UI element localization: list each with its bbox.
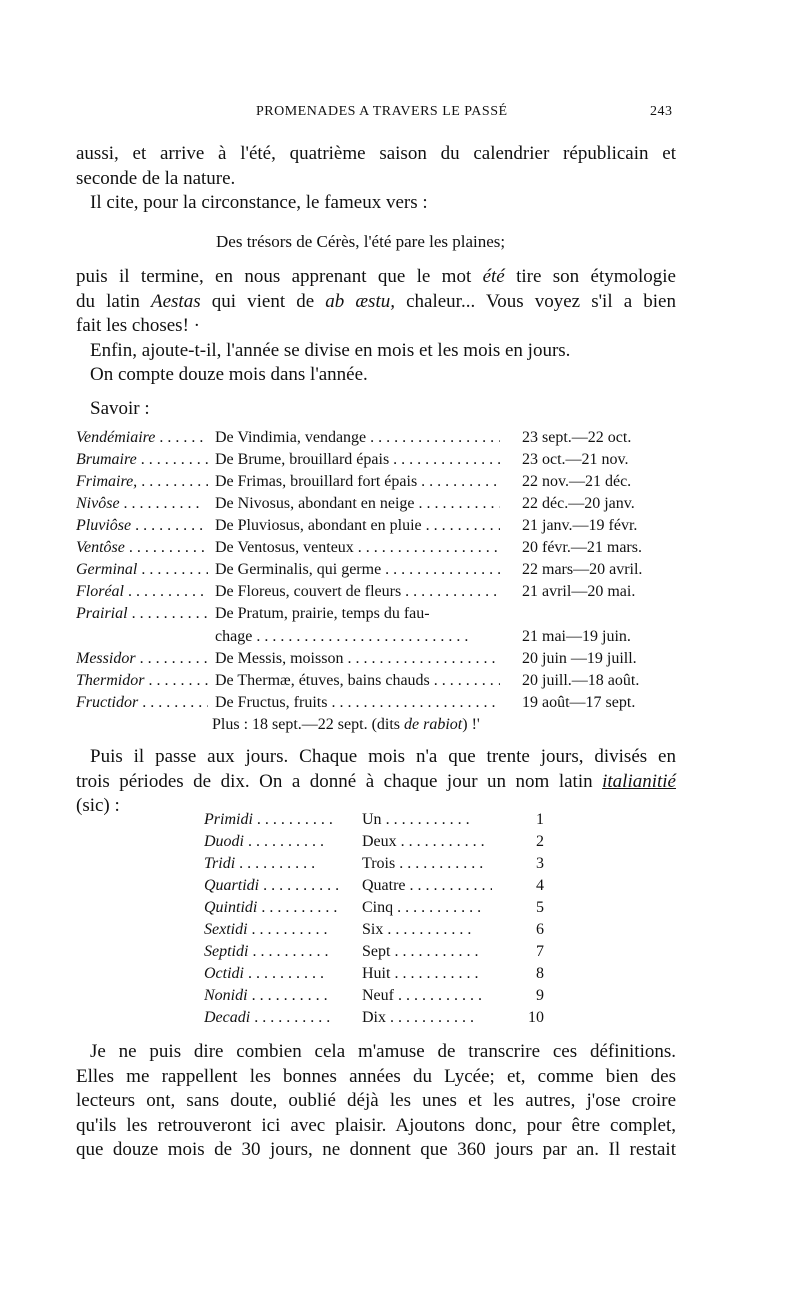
month-name: Frimaire, . . . (76, 473, 208, 491)
page-number: 243 (650, 104, 673, 119)
day-number: 6 (536, 921, 544, 938)
day-french-name: Cinq . . . (362, 899, 492, 917)
month-row (76, 605, 676, 627)
text-line: seconde de la nature. (76, 167, 236, 189)
day-row (204, 855, 544, 877)
text-line: Enfin, ajoute-t-il, l'année se divise en mois et les mois en jours. (90, 339, 571, 361)
complementary-days-note: Plus : 18 sept.—22 sept. (dits de rabiot) !' (212, 716, 480, 733)
text-line: trois périodes de dix. On a donné à chaque jour un nom latin italianitié (76, 770, 676, 792)
month-row (76, 517, 676, 539)
day-latin-name: Nonidi . . . (204, 987, 344, 1005)
text-line: que douze mois de 30 jours, ne donnent que 360 jours par an. Il restait (76, 1139, 676, 1160)
month-dates: 21 avril—20 mai. (522, 583, 636, 600)
month-row (76, 672, 676, 694)
day-number: 10 (528, 1009, 544, 1026)
month-etymology: De Pratum, prairie, temps du fau- (215, 605, 430, 622)
day-row (204, 1009, 544, 1031)
text-line: On compte douze mois dans l'année. (90, 364, 368, 385)
text-line: du latin Aestas qui vient de ab æstu, chaleur... Vous voyez s'il a bien (76, 290, 676, 312)
month-row (76, 650, 676, 672)
month-name: Pluviôse . . . (76, 517, 208, 535)
month-etymology: De Ventosus, venteux . . . (215, 539, 500, 557)
month-etymology: De Messis, moisson . . . (215, 650, 500, 668)
month-etymology: De Pluviosus, abondant en pluie . . . (215, 517, 500, 535)
day-latin-name: Quartidi . . . (204, 877, 344, 895)
month-name: Vendémiaire . . . (76, 429, 208, 447)
text-line: Je ne puis dire combien cela m'amuse de transcrire ces définitions. (90, 1041, 676, 1062)
month-row (76, 561, 676, 583)
month-row (76, 495, 676, 517)
month-dates: 23 sept.—22 oct. (522, 429, 632, 446)
month-dates: 19 août—17 sept. (522, 694, 636, 711)
month-etymology: De Frimas, brouillard fort épais . . . (215, 473, 500, 491)
savoir-label: Savoir : (90, 398, 150, 419)
day-row (204, 833, 544, 855)
month-dates: 22 déc.—20 janv. (522, 495, 635, 512)
day-number: 7 (536, 943, 544, 960)
day-number: 3 (536, 855, 544, 872)
month-etymology: De Brume, brouillard épais . . . (215, 451, 500, 469)
month-row (76, 694, 676, 716)
month-row (76, 473, 676, 495)
day-latin-name: Septidi . . . (204, 943, 344, 961)
month-etymology: De Germinalis, qui germe . . . (215, 561, 500, 579)
month-name: Prairial . . . (76, 605, 208, 623)
month-name: Nivôse . . . (76, 495, 208, 513)
text-line: Il cite, pour la circonstance, le fameux vers : (90, 192, 428, 213)
day-number: 8 (536, 965, 544, 982)
month-row (76, 429, 676, 451)
month-etymology: De Floreus, couvert de fleurs . . . (215, 583, 500, 601)
month-name: Messidor . . . (76, 650, 208, 668)
month-etymology: De Vindimia, vendange . . . (215, 429, 500, 447)
day-latin-name: Primidi . . . (204, 811, 344, 829)
month-dates: 20 févr.—21 mars. (522, 539, 642, 556)
day-french-name: Quatre . . . (362, 877, 492, 895)
text-line: aussi, et arrive à l'été, quatrième saison du calendrier républicain et (76, 143, 676, 164)
month-row (76, 539, 676, 561)
text-line: qu'ils les retrouveront ici avec plaisir. Ajoutons donc, pour être complet, (76, 1114, 676, 1136)
day-number: 5 (536, 899, 544, 916)
day-french-name: Sept . . . (362, 943, 492, 961)
text-line: fait les choses! · (76, 315, 200, 336)
day-latin-name: Quintidi . . . (204, 899, 344, 917)
verse-quote: Des trésors de Cérès, l'été pare les plaines; (216, 232, 506, 251)
day-number: 2 (536, 833, 544, 850)
month-etymology: De Fructus, fruits . . . (215, 694, 500, 712)
text-line: (sic) : (76, 795, 120, 816)
month-name: Germinal . . . (76, 561, 208, 579)
day-french-name: Trois . . . (362, 855, 492, 873)
month-name: Thermidor . . . (76, 672, 208, 690)
day-french-name: Deux . . . (362, 833, 492, 851)
day-latin-name: Tridi . . . (204, 855, 344, 873)
text-line: Puis il passe aux jours. Chaque mois n'a que trente jours, divisés en (90, 746, 676, 767)
month-dates: 23 oct.—21 nov. (522, 451, 629, 468)
month-etymology: De Nivosus, abondant en neige . . . (215, 495, 500, 513)
day-french-name: Dix . . . (362, 1009, 492, 1027)
day-row (204, 811, 544, 833)
day-french-name: Huit . . . (362, 965, 492, 983)
day-latin-name: Decadi . . . (204, 1009, 344, 1027)
day-row (204, 943, 544, 965)
day-number: 9 (536, 987, 544, 1004)
month-etymology: De Thermæ, étuves, bains chauds . . . (215, 672, 500, 690)
day-latin-name: Duodi . . . (204, 833, 344, 851)
day-french-name: Six . . . (362, 921, 492, 939)
text-line: puis il termine, en nous apprenant que le mot été tire son étymologie (76, 266, 676, 287)
day-row (204, 877, 544, 899)
day-french-name: Un . . . (362, 811, 492, 829)
month-dates: 20 juin —19 juill. (522, 650, 637, 667)
month-name: Floréal . . . (76, 583, 208, 601)
day-number: 4 (536, 877, 544, 894)
paragraph-summer (76, 142, 676, 216)
month-etymology-continued: chage . . . (215, 628, 500, 646)
month-dates: 21 janv.—19 févr. (522, 517, 638, 534)
month-dates: 22 mars—20 avril. (522, 561, 643, 578)
text-line: lecteurs ont, sans doute, oublié déjà les unes et les autres, j'ose croire (76, 1090, 676, 1111)
day-row (204, 987, 544, 1009)
month-name: Fructidor . . . (76, 694, 208, 712)
paragraph-conclusion (76, 1040, 676, 1163)
day-row (204, 965, 544, 987)
running-title: PROMENADES A TRAVERS LE PASSÉ (256, 104, 508, 119)
month-row (76, 583, 676, 605)
month-row-continued (76, 628, 676, 650)
day-french-name: Neuf . . . (362, 987, 492, 1005)
paragraph-days (76, 745, 676, 819)
paragraph-etymology (76, 265, 676, 388)
month-dates: 21 mai—19 juin. (522, 628, 631, 645)
day-row (204, 899, 544, 921)
day-latin-name: Octidi . . . (204, 965, 344, 983)
month-row (76, 451, 676, 473)
day-row (204, 921, 544, 943)
day-number: 1 (536, 811, 544, 828)
month-name: Ventôse . . . (76, 539, 208, 557)
month-name: Brumaire . . . (76, 451, 208, 469)
day-latin-name: Sextidi . . . (204, 921, 344, 939)
month-dates: 22 nov.—21 déc. (522, 473, 632, 490)
month-dates: 20 juill.—18 août. (522, 672, 640, 689)
text-line: Elles me rappellent les bonnes années du Lycée; et, comme bien des (76, 1065, 676, 1087)
